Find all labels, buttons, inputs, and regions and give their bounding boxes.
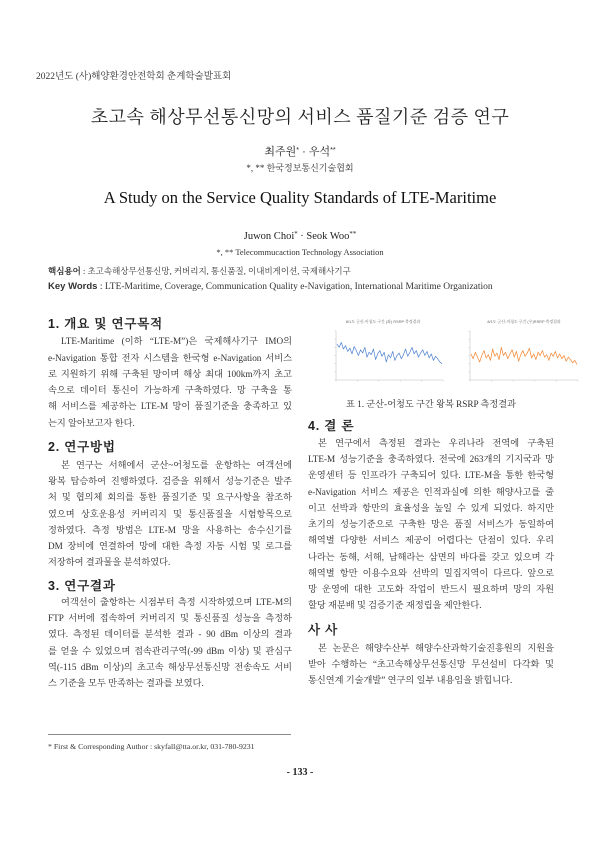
footnote: * First & Corresponding Author : skyfall@tta.or.kr, 031-780-9231 xyxy=(48,742,255,751)
section-heading-method: 2. 연구방법 xyxy=(48,440,116,454)
rsrp-series-line xyxy=(471,347,577,364)
text-line: 해역별 다양한 서비스 제공이 어렵다는 단점이 있다. 우리 xyxy=(308,535,554,546)
author-mark: * xyxy=(294,230,298,238)
text-line: FTP 서버에 접속하여 커버리지 및 통신품질 성능을 측정하 xyxy=(48,613,292,624)
keywords-english xyxy=(48,280,493,294)
text-line: 본 연구는 서해에서 군산~어청도를 운항하는 여객선에 xyxy=(61,459,292,470)
section-heading-acknowledgment: 사 사 xyxy=(308,623,339,637)
text-line: 해 서비스를 제공하는 LTE-M 망이 품질기준을 충족하고 있 xyxy=(48,401,292,412)
text-line: 나라는 동해, 서해, 남해라는 삼면의 바다를 갖고 있으며 각 xyxy=(308,551,554,562)
text-line: 통신연계 기술개발” 연구의 일부 내용임을 밝힙니다. xyxy=(308,675,513,686)
author-mark: ** xyxy=(330,145,336,154)
text-line: 를 얻을 수 있었으며 접속관리구역(-99 dBm 이상) 및 관심구 xyxy=(48,645,292,656)
text-line: 스 기준을 모두 만족하는 결과를 보였다. xyxy=(48,678,204,689)
author-separator: · xyxy=(299,146,309,158)
author-mark: * xyxy=(296,145,300,154)
rsrp-chart-left xyxy=(335,331,444,382)
text-line: 처 및 협의체 회의를 통한 품질기준 및 요구사항을 참조하 xyxy=(48,492,292,503)
section-heading-intro: 1. 개요 및 연구목적 xyxy=(48,317,163,331)
rsrp-chart-right xyxy=(469,331,579,382)
acknowledgment-paragraph xyxy=(308,640,554,689)
text-line: 받아 수행하는 “초고속해상무선통신망 무선설비 다각화 및 xyxy=(308,659,554,670)
figure-caption: 표 1. 군산-어청도 구간 왕복 RSRP 측정결과 xyxy=(345,398,517,409)
rsrp-figure xyxy=(313,314,589,396)
text-line: LTE-Maritime (이하 “LTE-M”)은 국제해사기구 IMO의 xyxy=(61,336,292,347)
text-line: 이고 선박과 항만의 효율성을 높일 수 있게 되었다. 하지만 xyxy=(308,502,554,513)
section-heading-conclusion: 4. 결 론 xyxy=(308,419,355,433)
author-name: 우석 xyxy=(308,146,331,158)
author-name: Juwon Choi xyxy=(243,231,295,242)
keywords-korean xyxy=(48,265,351,277)
text-line: 로 지원하기 위해 구축된 망이며 해상 최대 100km까지 초고 xyxy=(48,368,292,379)
results-paragraph xyxy=(48,594,292,692)
author-name: 최주원 xyxy=(264,146,297,158)
rsrp-series-line xyxy=(337,342,442,363)
paper-title-english: A Study on the Service Quality Standards of LTE-Maritime xyxy=(103,188,497,207)
intro-paragraph xyxy=(48,333,292,431)
text-line: 정하였다. 측정 방법은 LTE-M 망을 사용하는 송수신기를 xyxy=(48,524,292,535)
keywords-label: 핵심용어 xyxy=(48,266,81,276)
text-line: 역(-115 dBm 이상)의 초고속 해상무선통신망 전송속도 서비 xyxy=(48,661,292,672)
text-line: 속으로 데이터 통신이 가능하게 구축하였다. 망 구축을 통 xyxy=(48,385,292,396)
method-paragraph xyxy=(48,457,292,571)
affiliation-korean: *, ** 한국정보통신기술협회 xyxy=(246,163,354,173)
chart-title-right: 8/1도 군산-어청도 구간 (우)RSRP 측정결과 xyxy=(487,319,561,324)
keywords-label: Key Words xyxy=(48,281,98,292)
section-heading-results: 3. 연구결과 xyxy=(48,578,116,593)
author-mark: ** xyxy=(349,230,357,238)
authors-korean xyxy=(0,145,600,159)
text-line: 할당 재분배 및 검증기준 재정립을 제안한다. xyxy=(308,600,482,611)
text-line: 저장하여 결과물을 분석하였다. xyxy=(48,557,171,568)
text-line: 해역별 항만 이용수요와 선박의 밀집지역이 다르다. 앞으로 xyxy=(308,567,554,578)
text-line: 였다. 측정된 데이터를 분석한 결과 - 90 dBm 이상의 결과 xyxy=(48,629,292,640)
text-line: 왕복 탑승하여 진행하였다. 검증을 위해서 성능기준은 발주 xyxy=(48,476,292,487)
chart-title-left: 8/1도 군산-어청도 구간 (좌) RSRP 측정결과 xyxy=(345,319,421,324)
text-line: 운영센터 등 인프라가 구축되어 있다. LTE-M을 통한 한국형 xyxy=(308,470,554,481)
text-line: 망 운영에 대한 고도화 작업이 반드시 필요하며 망의 자원 xyxy=(308,584,554,595)
conference-header: 2022년도 (사)해양환경안전학회 춘계학술발표회 xyxy=(36,72,232,82)
text-line: 초기의 성능기준으로 구축한 망은 품질 서비스가 동일하여 xyxy=(308,519,554,530)
author-separator: · xyxy=(297,231,307,242)
affiliation-english: *, ** Telecommucaction Technology Association xyxy=(216,247,384,257)
conclusion-paragraph xyxy=(308,435,554,614)
text-line: 본 논문은 해양수산부 해양수산과학기술진흥원의 지원을 xyxy=(318,642,554,653)
text-line: 본 연구에서 측정된 결과는 우리나라 전역에 구축된 xyxy=(318,437,554,448)
text-line: e-Navigation 서비스 제공은 인적과실에 의한 해양사고를 줄 xyxy=(308,486,554,497)
keywords-text: : LTE-Maritime, Coverage, Communication Quality e-Navigation, International Maritime Organization xyxy=(97,282,493,292)
page-number: - 133 - xyxy=(286,767,314,778)
author-name: Seok Woo xyxy=(306,231,350,242)
keywords-text: : 초고속해상무선통신망, 커버리지, 통신품질, 이내비게이션, 국제해사기구 xyxy=(80,266,351,276)
text-line: e-Navigation 통합 전자 시스템을 한국형 e-Navigation 서비스 xyxy=(48,352,292,363)
text-line: 였으며 상호운용성 커버리지 및 통신품질을 시험항목으로 xyxy=(48,508,292,519)
text-line: DM 장비에 연결하여 망에 대한 측정 자동 시험 및 로그를 xyxy=(48,541,292,552)
paper-title-korean: 초고속 해상무선통신망의 서비스 품질기준 검증 연구 xyxy=(90,107,510,127)
footnote-divider xyxy=(48,734,291,735)
text-line: 여객선이 출항하는 시점부터 측정 시작하였으며 LTE-M의 xyxy=(61,596,292,607)
text-line: LTE-M 성능기준을 충족하였다. 전국에 263개의 기지국과 망 xyxy=(308,454,554,465)
authors-english xyxy=(0,230,600,244)
text-line: 는지 알아보고자 한다. xyxy=(48,417,135,428)
